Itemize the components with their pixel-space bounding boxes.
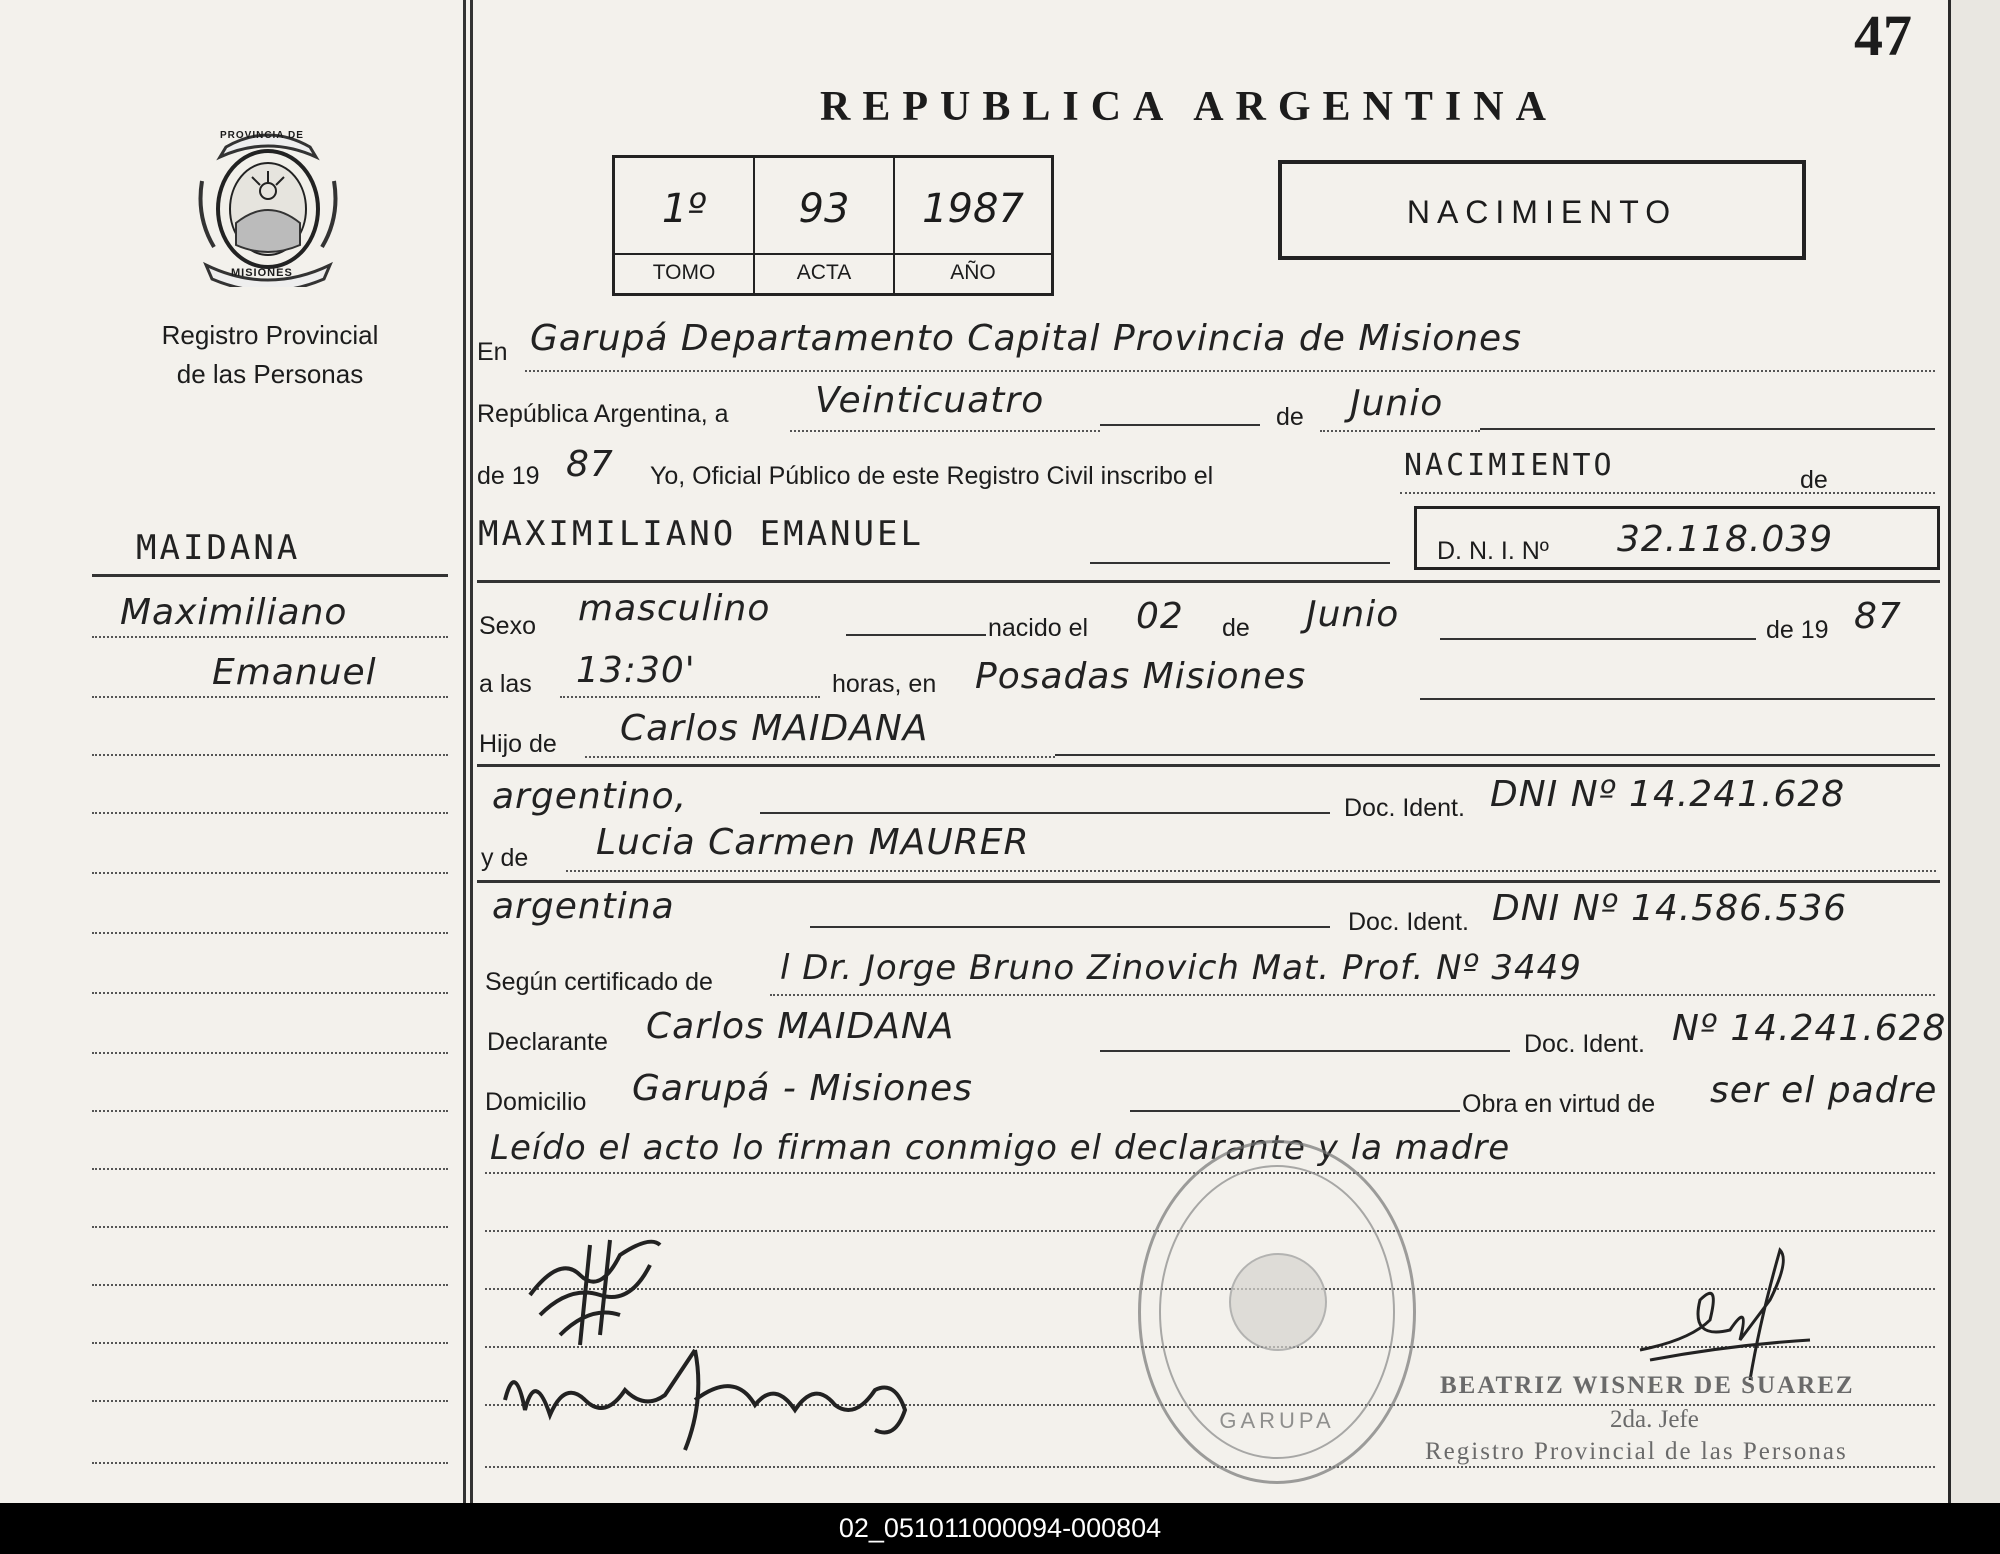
republica-label: República Argentina, a xyxy=(477,400,729,428)
signature-mother xyxy=(495,1320,935,1460)
line xyxy=(1480,428,1935,430)
margin-line xyxy=(92,1400,448,1402)
domicilio-value: Garupá - Misiones xyxy=(632,1068,973,1109)
margin-line xyxy=(92,696,448,698)
dni-value: 32.118.039 xyxy=(1617,519,1834,560)
day-words: Veinticuatro xyxy=(815,380,1045,421)
line xyxy=(810,926,1330,928)
father-name: Carlos MAIDANA xyxy=(620,708,929,749)
office-line-1: Registro Provincial xyxy=(161,320,379,350)
tomo-label: TOMO xyxy=(652,261,716,284)
margin-line xyxy=(92,872,448,874)
margin-line xyxy=(92,1110,448,1112)
certificado: l Dr. Jorge Bruno Zinovich Mat. Prof. Nº 3449 xyxy=(780,948,1582,988)
margin-given-name-2: Emanuel xyxy=(212,652,377,693)
horas-label: horas, en xyxy=(832,670,937,698)
section-rule xyxy=(477,580,1940,583)
line xyxy=(1400,492,1935,494)
yde-label: y de xyxy=(481,844,529,872)
official-role: 2da. Jefe xyxy=(1610,1406,1699,1433)
line xyxy=(1055,754,1935,756)
line xyxy=(1090,562,1390,564)
line xyxy=(760,812,1330,814)
page-number: 47 xyxy=(1854,3,1912,68)
official-name: BEATRIZ WISNER DE SUAREZ xyxy=(1440,1372,1855,1399)
margin-surname: MAIDANA xyxy=(136,528,301,568)
obra-value: ser el padre xyxy=(1710,1070,1938,1111)
de-label: de xyxy=(1276,403,1304,431)
margin-line xyxy=(92,1342,448,1344)
line xyxy=(525,370,1935,372)
father-doc-label: Doc. Ident. xyxy=(1344,794,1465,822)
act-type-box xyxy=(1278,160,1806,260)
column-divider xyxy=(463,0,473,1503)
tomo-cell xyxy=(615,158,755,293)
dni-label: D. N. I. Nº xyxy=(1437,537,1549,565)
alas-label: a las xyxy=(479,670,532,698)
line xyxy=(485,1466,1935,1468)
segun-label: Según certificado de xyxy=(485,968,713,996)
dni-box xyxy=(1414,506,1940,570)
seal-text-top: PROVINCIA DE xyxy=(220,130,304,141)
margin-line xyxy=(92,636,448,638)
declarante-name: Carlos MAIDANA xyxy=(646,1006,955,1047)
en-label: En xyxy=(477,338,508,366)
leido-text: Leído el acto lo firman conmigo el declarante y la madre xyxy=(490,1128,1511,1168)
birth-year-prefix: de 19 xyxy=(1766,616,1829,644)
official-office: Registro Provincial de las Personas xyxy=(1425,1438,1848,1465)
birth-month: Junio xyxy=(1306,594,1400,635)
line xyxy=(585,756,1055,758)
province-seal-icon xyxy=(196,127,340,287)
en-value: Garupá Departamento Capital Provincia de Misiones xyxy=(530,318,1522,359)
line xyxy=(770,994,1935,996)
line xyxy=(1100,424,1260,426)
obra-label: Obra en virtud de xyxy=(1462,1090,1656,1118)
office-line-2: de las Personas xyxy=(176,359,364,389)
sexo-value: masculino xyxy=(578,588,771,629)
mother-nationality: argentina xyxy=(492,886,675,927)
father-doc: DNI Nº 14.241.628 xyxy=(1490,774,1846,815)
de-label-2: de xyxy=(1800,466,1828,494)
margin-line xyxy=(92,812,448,814)
line xyxy=(1440,638,1756,640)
registry-box xyxy=(612,155,1054,296)
margin-line xyxy=(92,1052,448,1054)
acta-cell xyxy=(755,158,895,293)
country-title: REPUBLICA ARGENTINA xyxy=(820,84,1558,130)
yo-text: Yo, Oficial Público de este Registro Civil inscribo el xyxy=(650,462,1214,490)
birth-place: Posadas Misiones xyxy=(975,656,1307,697)
margin-line xyxy=(92,1168,448,1170)
nacido-label: nacido el xyxy=(988,614,1089,642)
mother-name: Lucia Carmen MAURER xyxy=(596,822,1030,863)
declarante-doc: Nº 14.241.628 xyxy=(1672,1008,1947,1049)
declarante-doc-label: Doc. Ident. xyxy=(1524,1030,1645,1058)
line xyxy=(1130,1110,1460,1112)
tomo-value: 1º xyxy=(661,186,707,232)
registry-stamp xyxy=(1138,1140,1416,1484)
signature-official xyxy=(1630,1240,1830,1390)
act-name: NACIMIENTO xyxy=(1404,448,1615,483)
margin-given-name-1: Maximiliano xyxy=(120,592,348,633)
line xyxy=(1100,1050,1510,1052)
domicilio-label: Domicilio xyxy=(485,1088,587,1116)
line xyxy=(1320,430,1480,432)
ano-cell xyxy=(895,158,1051,293)
margin-line xyxy=(92,992,448,994)
child-name: MAXIMILIANO EMANUEL xyxy=(478,514,924,554)
margin-line xyxy=(92,932,448,934)
acta-label: ACTA xyxy=(796,261,852,284)
stamp-seal-icon xyxy=(1229,1253,1327,1351)
year-prefix: de 19 xyxy=(477,462,540,490)
margin-line xyxy=(92,1462,448,1464)
father-nationality: argentino, xyxy=(492,776,688,817)
section-rule xyxy=(477,764,1940,767)
line xyxy=(846,634,986,636)
seal-text-bottom: MISIONES xyxy=(231,267,293,279)
margin-rule xyxy=(92,574,448,577)
declarante-label: Declarante xyxy=(487,1028,608,1056)
ano-value: 1987 xyxy=(922,186,1024,232)
line xyxy=(1420,698,1935,700)
time: 13:30' xyxy=(576,650,696,691)
de-label-3: de xyxy=(1222,614,1250,642)
month: Junio xyxy=(1350,383,1444,424)
year-suffix: 87 xyxy=(566,444,614,485)
stamp-text: GARUPA xyxy=(1219,1408,1335,1433)
margin-line xyxy=(92,1226,448,1228)
birth-day: 02 xyxy=(1136,596,1184,637)
footer-id: 02_051011000094-000804 xyxy=(0,1503,2000,1554)
line xyxy=(790,430,1100,432)
ano-label: AÑO xyxy=(950,261,996,284)
mother-doc-label: Doc. Ident. xyxy=(1348,908,1469,936)
section-rule xyxy=(477,880,1940,883)
right-border xyxy=(1948,0,1951,1503)
margin-line xyxy=(92,754,448,756)
margin-line xyxy=(92,1284,448,1286)
act-type-label: NACIMIENTO xyxy=(1406,194,1678,230)
line xyxy=(566,870,1936,872)
acta-value: 93 xyxy=(798,186,850,232)
sexo-label: Sexo xyxy=(479,612,536,640)
hijo-label: Hijo de xyxy=(479,730,557,758)
mother-doc: DNI Nº 14.586.536 xyxy=(1492,888,1848,929)
birth-year-suffix: 87 xyxy=(1854,596,1902,637)
line xyxy=(560,696,820,698)
